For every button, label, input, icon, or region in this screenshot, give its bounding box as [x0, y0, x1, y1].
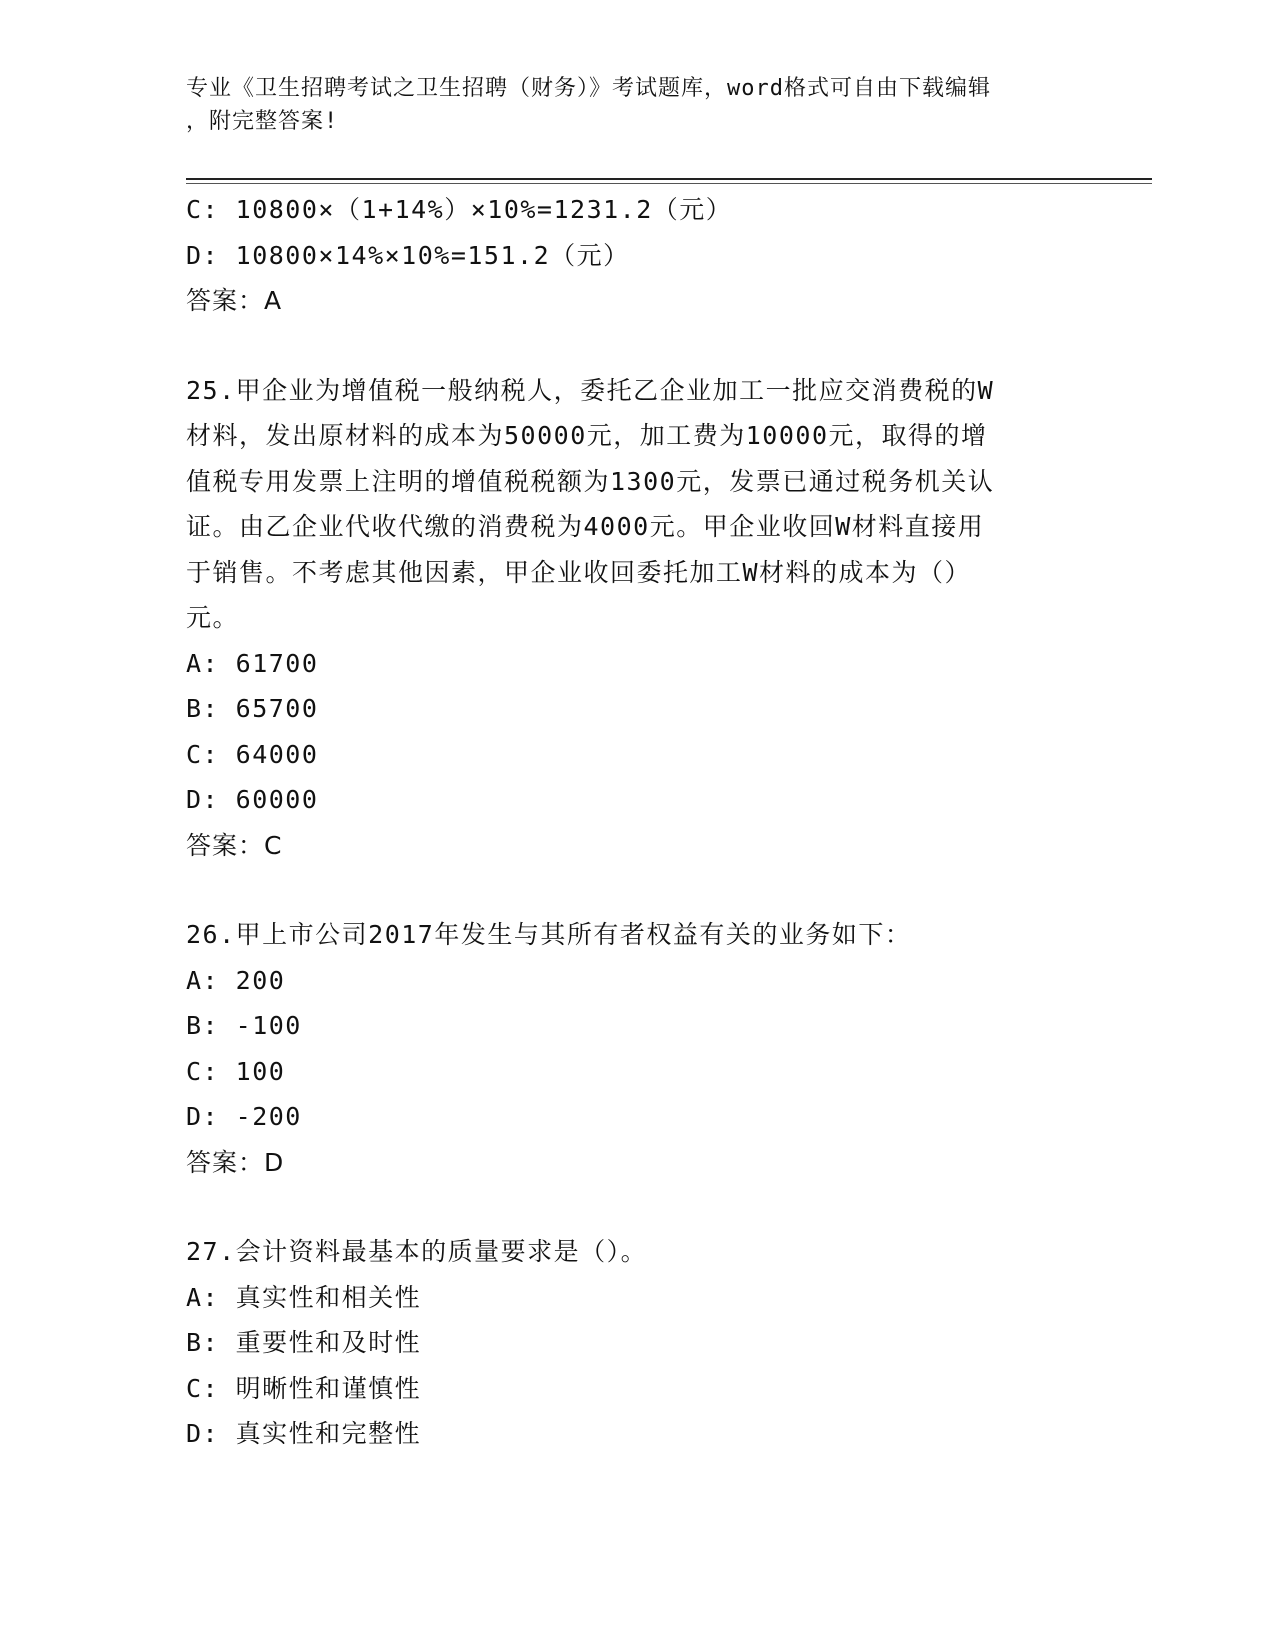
question-26: [186, 912, 1086, 1185]
header-rule-thick: [186, 178, 1152, 180]
question-25: [186, 368, 1086, 869]
spacer: [186, 324, 1086, 368]
question-27: [186, 1229, 1086, 1457]
question-stem-line: 元。: [186, 603, 240, 632]
spacer: [186, 868, 1086, 912]
question-stem-line: 证。由乙企业代收代缴的消费税为4000元。甲企业收回W材料直接用: [186, 512, 985, 541]
document-header: [186, 72, 1066, 138]
option-c: C: 100: [186, 1056, 286, 1086]
question-content: [186, 187, 1086, 1457]
question-stem: 26.甲上市公司2017年发生与其所有者权益有关的业务如下：: [186, 920, 912, 949]
option-a: A: 真实性和相关性: [186, 1282, 422, 1312]
option-c: C: 10800×（1+14%）×10%=1231.2（元）: [186, 195, 733, 224]
option-a: A: 61700: [186, 648, 319, 678]
spacer: [186, 1185, 1086, 1229]
option-b: B: 65700: [186, 694, 319, 723]
answer-label: 答案：D: [186, 1147, 285, 1177]
header-line-1: 专业《卫生招聘考试之卫生招聘（财务）》考试题库，word格式可自由下载编辑: [186, 76, 991, 101]
option-d: D: 真实性和完整性: [186, 1419, 422, 1448]
prev-question-block: [186, 187, 1086, 324]
header-rule-thin: [186, 183, 1152, 184]
question-stem: 27.会计资料最基本的质量要求是（）。: [186, 1237, 648, 1266]
option-c: C: 明晰性和谨慎性: [186, 1373, 422, 1403]
option-b: B: 重要性和及时性: [186, 1328, 422, 1357]
option-d: D: 10800×14%×10%=151.2（元）: [186, 240, 630, 270]
option-d: D: -200: [186, 1102, 302, 1131]
header-line-2: ，附完整答案!: [186, 109, 339, 134]
question-stem-line: 于销售。不考虑其他因素，甲企业收回委托加工W材料的成本为（）: [186, 557, 972, 587]
question-stem-line: 材料，发出原材料的成本为50000元，加工费为10000元，取得的增: [186, 421, 988, 450]
option-a: A: 200: [186, 965, 286, 995]
option-d: D: 60000: [186, 785, 319, 814]
answer-label: 答案：C: [186, 830, 283, 860]
answer-label: 答案：A: [186, 286, 283, 315]
option-b: B: -100: [186, 1011, 302, 1040]
question-stem-line: 值税专用发票上注明的增值税税额为1300元，发票已通过税务机关认: [186, 466, 995, 496]
option-c: C: 64000: [186, 739, 319, 769]
question-stem-line: 25.甲企业为增值税一般纳税人，委托乙企业加工一批应交消费税的W: [186, 375, 995, 405]
